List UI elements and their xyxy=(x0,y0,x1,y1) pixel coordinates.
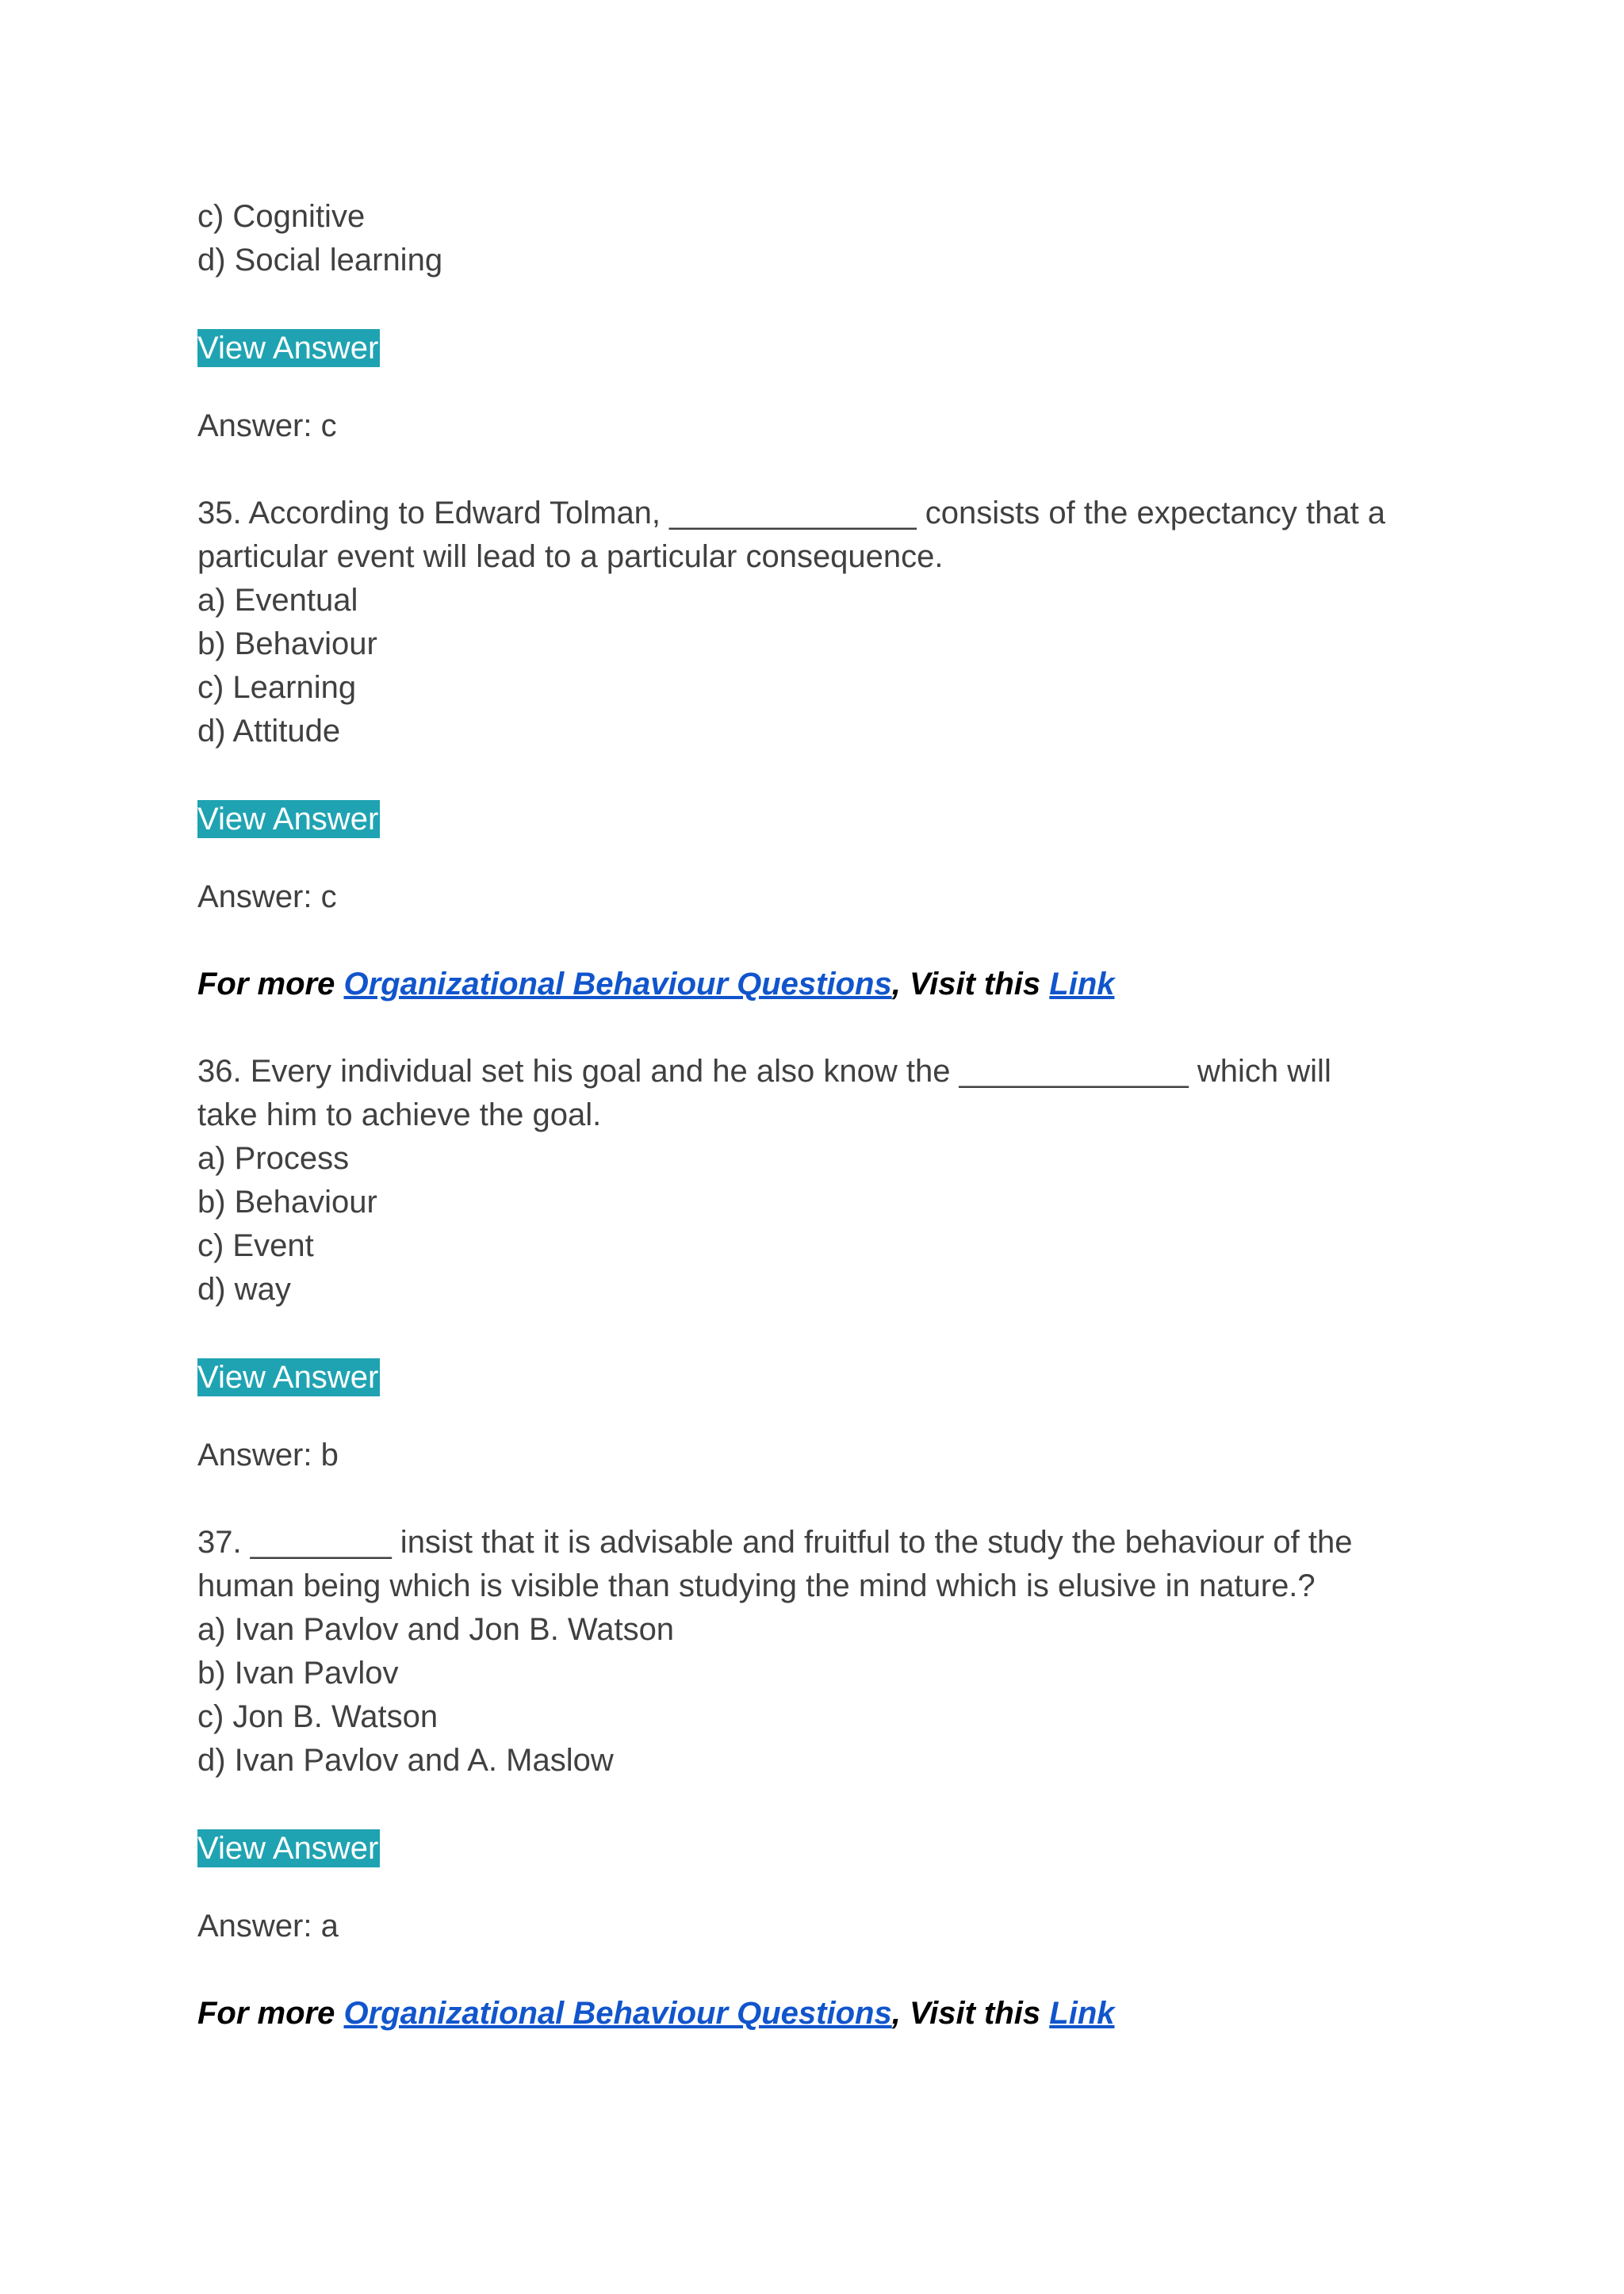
view-answer-button[interactable]: View Answer xyxy=(197,802,379,837)
promo-line xyxy=(197,963,1450,1006)
answer-text: Answer: c xyxy=(197,879,337,914)
answer-text: Answer: b xyxy=(197,1438,339,1473)
document-page xyxy=(197,195,1450,2035)
question-34-tail xyxy=(197,195,1450,492)
question-35 xyxy=(197,492,1450,963)
question-text-line: 36. Every individual set his goal and he also know the _____________ which will xyxy=(197,1054,1331,1089)
option-c: c) Jon B. Watson xyxy=(197,1699,439,1734)
option-d: d) Attitude xyxy=(197,714,341,749)
answer-text: Answer: a xyxy=(197,1909,339,1944)
option-c: c) Learning xyxy=(197,670,357,705)
option-d: d) way xyxy=(197,1272,291,1307)
question-text-line: human being which is visible than studying the mind which is elusive in nature.? xyxy=(197,1568,1316,1603)
option-d: d) Social learning xyxy=(197,243,443,278)
question-text-line: 37. ________ insist that it is advisable and fruitful to the study the behaviour of the xyxy=(197,1525,1353,1560)
promo-prefix: For more xyxy=(197,967,344,1001)
organizational-behaviour-questions-link[interactable]: Organizational Behaviour Questions xyxy=(343,1996,892,2031)
question-36 xyxy=(197,1050,1450,1521)
option-b: b) Ivan Pavlov xyxy=(197,1656,399,1691)
promo-prefix: For more xyxy=(197,1996,344,2031)
view-answer-button[interactable]: View Answer xyxy=(197,331,379,366)
option-d: d) Ivan Pavlov and A. Maslow xyxy=(197,1743,614,1778)
question-text-line: 35. According to Edward Tolman, ______________ consists of the expectancy that a xyxy=(197,496,1386,530)
option-a: a) Process xyxy=(197,1141,350,1176)
question-text-line: take him to achieve the goal. xyxy=(197,1097,602,1132)
option-c: c) Cognitive xyxy=(197,199,366,234)
promo-line xyxy=(197,1992,1450,2035)
view-answer-button[interactable]: View Answer xyxy=(197,1831,379,1866)
option-a: a) Ivan Pavlov and Jon B. Watson xyxy=(197,1612,675,1647)
option-a: a) Eventual xyxy=(197,583,358,618)
visit-link[interactable]: Link xyxy=(1049,967,1115,1001)
visit-link[interactable]: Link xyxy=(1049,1996,1115,2031)
option-c: c) Event xyxy=(197,1228,314,1263)
question-text-line: particular event will lead to a particular consequence. xyxy=(197,539,944,574)
promo-middle: , Visit this xyxy=(891,967,1050,1001)
question-37 xyxy=(197,1521,1450,1992)
answer-text: Answer: c xyxy=(197,408,337,443)
organizational-behaviour-questions-link[interactable]: Organizational Behaviour Questions xyxy=(343,967,892,1001)
view-answer-button[interactable]: View Answer xyxy=(197,1360,379,1395)
promo-middle: , Visit this xyxy=(891,1996,1050,2031)
option-b: b) Behaviour xyxy=(197,1185,377,1220)
option-b: b) Behaviour xyxy=(197,626,377,661)
